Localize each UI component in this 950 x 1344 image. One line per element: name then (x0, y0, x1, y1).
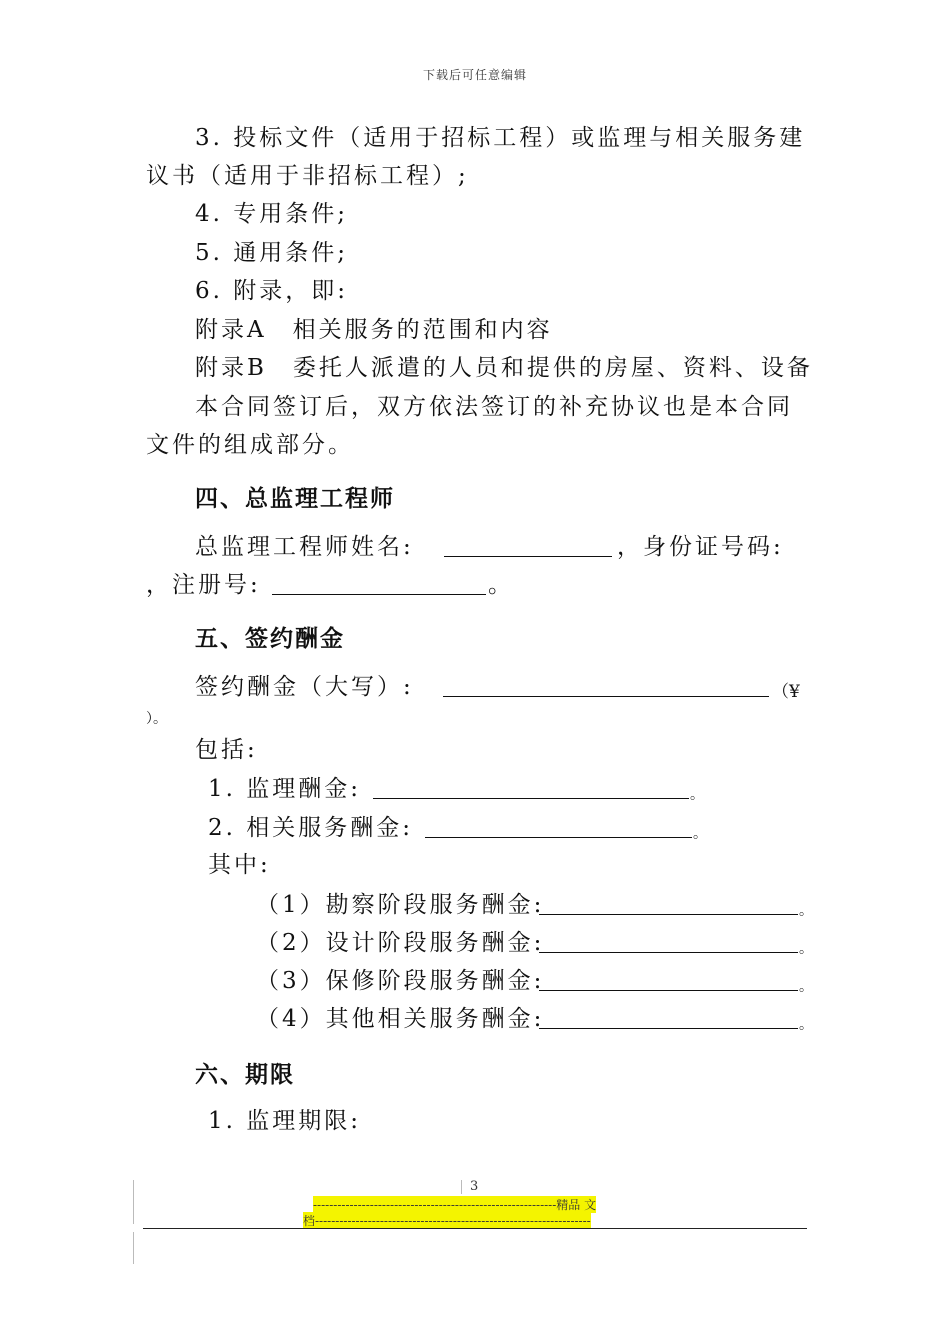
amount-label: 签约酬金（大写）: (195, 674, 414, 700)
section-5-title: 五、签约酬金 (195, 625, 345, 652)
sub-fee-1-end: 。 (799, 903, 813, 919)
yen-close: ）。 (146, 711, 167, 727)
engineer-name-label: 总监理工程师姓名: (195, 534, 414, 560)
registration-end: 。 (488, 572, 514, 598)
item-3-line2: 议书（适用于非招标工程）; (146, 163, 469, 189)
sub-fee-2-end: 。 (799, 941, 813, 957)
sub-fee-1-field[interactable] (539, 890, 798, 915)
fee-2-field[interactable] (425, 813, 692, 838)
registration-label: ，注册号: (146, 572, 261, 598)
sub-fee-4-field[interactable] (539, 1004, 798, 1029)
sub-fee-3-label: （3）保修阶段服务酬金: (256, 968, 545, 994)
item-3-line1: 3. 投标文件（适用于招标工程）或监理与相关服务建 (195, 125, 806, 151)
page-number: 3 (470, 1179, 479, 1194)
footer-banner-line1: ------------------------------------------------------------精品 文 (313, 1198, 597, 1212)
section-6-title: 六、期限 (195, 1061, 295, 1088)
term-1-label: 1. 监理期限: (208, 1108, 362, 1134)
sub-fee-3-field[interactable] (539, 966, 798, 991)
id-number-label: ，身份证号码: (617, 534, 784, 560)
footer-rule (143, 1228, 807, 1229)
sub-fee-3-end: 。 (799, 979, 813, 995)
fee-2-label: 2. 相关服务酬金: (208, 815, 414, 841)
registration-field[interactable] (272, 570, 486, 595)
section-4-title: 四、总监理工程师 (195, 485, 395, 512)
supplement-line2: 文件的组成部分。 (146, 432, 354, 458)
item-6: 6. 附录，即: (195, 278, 349, 304)
yen-open: （¥ (772, 682, 800, 702)
includes-label: 包括: (195, 737, 258, 763)
among-label: 其中: (208, 852, 271, 878)
fee-1-field[interactable] (373, 774, 689, 799)
item-5: 5. 通用条件; (195, 240, 349, 266)
footer-center-mark (461, 1180, 462, 1194)
sub-fee-2-label: （2）设计阶段服务酬金: (256, 930, 545, 956)
footer-banner-line2: 档-------------------------------------------------------------------- (303, 1214, 591, 1228)
supplement-line1: 本合同签订后，双方依法签订的补充协议也是本合同 (195, 394, 793, 420)
header-note: 下载后可任意编辑 (422, 68, 527, 82)
amount-field[interactable] (443, 672, 769, 697)
appendix-b: 附录B 委托人派遣的人员和提供的房屋、资料、设备 (195, 355, 813, 381)
fee-1-end: 。 (690, 787, 704, 803)
footer-margin-mark-top (133, 1180, 134, 1224)
item-4: 4. 专用条件; (195, 201, 349, 227)
sub-fee-1-label: （1）勘察阶段服务酬金: (256, 892, 545, 918)
sub-fee-4-label: （4）其他相关服务酬金: (256, 1006, 545, 1032)
sub-fee-2-field[interactable] (539, 928, 798, 953)
appendix-a: 附录A 相关服务的范围和内容 (195, 317, 553, 343)
engineer-name-field[interactable] (444, 532, 612, 557)
fee-1-label: 1. 监理酬金: (208, 776, 362, 802)
fee-2-end: 。 (693, 826, 707, 842)
sub-fee-4-end: 。 (799, 1017, 813, 1033)
footer-margin-mark-bottom (133, 1232, 134, 1264)
